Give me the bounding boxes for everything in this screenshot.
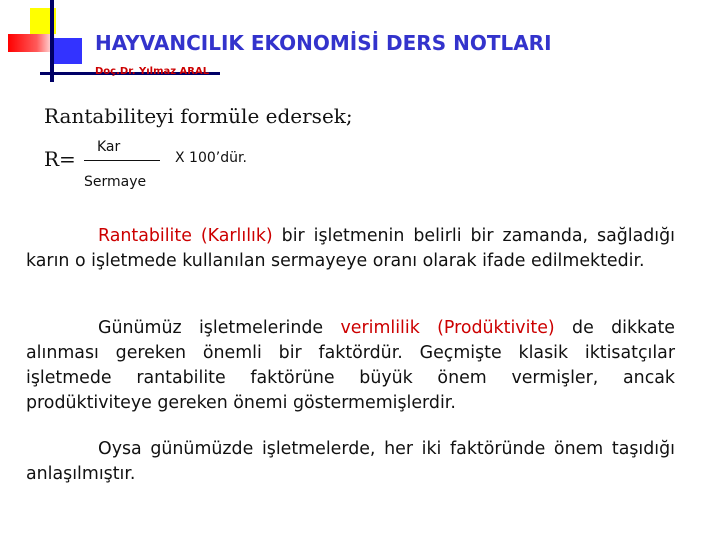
- paragraph-text: Oysa günümüzde işletmelerde, her iki faktöründe önem taşıdığı anlaşılmıştır.: [26, 439, 675, 484]
- paragraph-lead: Günümüz işletmelerinde: [98, 318, 341, 338]
- page-title: HAYVANCILIK EKONOMİSİ DERS NOTLARI: [95, 31, 552, 55]
- fraction-line: [84, 160, 160, 161]
- paragraph-text: bir işletmenin belirli bir zamanda, sağladığı karın o işletmede kullanılan sermayeye oranı olarak ifade edilmektedir.: [26, 226, 676, 271]
- formula-lhs: R=: [44, 147, 76, 171]
- decor-red-square: [8, 34, 56, 52]
- highlight-verimlilik: verimlilik (Prodüktivite): [340, 318, 555, 338]
- formula-numerator: Kar: [97, 139, 121, 155]
- paragraph-verimlilik: [26, 316, 675, 416]
- highlight-rantabilite: Rantabilite (Karlılık): [98, 226, 273, 246]
- decor-vertical-bar: [50, 0, 54, 82]
- formula-multiplier: X 100’dür.: [175, 150, 247, 166]
- formula-intro: Rantabiliteyi formüle edersek;: [44, 104, 353, 128]
- paragraph-rantabilite: [26, 224, 675, 274]
- formula-denominator: Sermaye: [84, 174, 147, 190]
- decor-blue-square: [52, 38, 82, 64]
- paragraph-text: de dikkate alınması gereken önemli bir faktördür. Geçmişte klasik iktisatçılar işletmede rantabilite faktörüne büyük önem vermişler, ancak prodüktiviteye gereken önemi göstermemişlerdir.: [26, 318, 675, 413]
- author-name: Doç.Dr. Yılmaz ARAL: [95, 66, 210, 77]
- paragraph-conclusion: [26, 437, 675, 487]
